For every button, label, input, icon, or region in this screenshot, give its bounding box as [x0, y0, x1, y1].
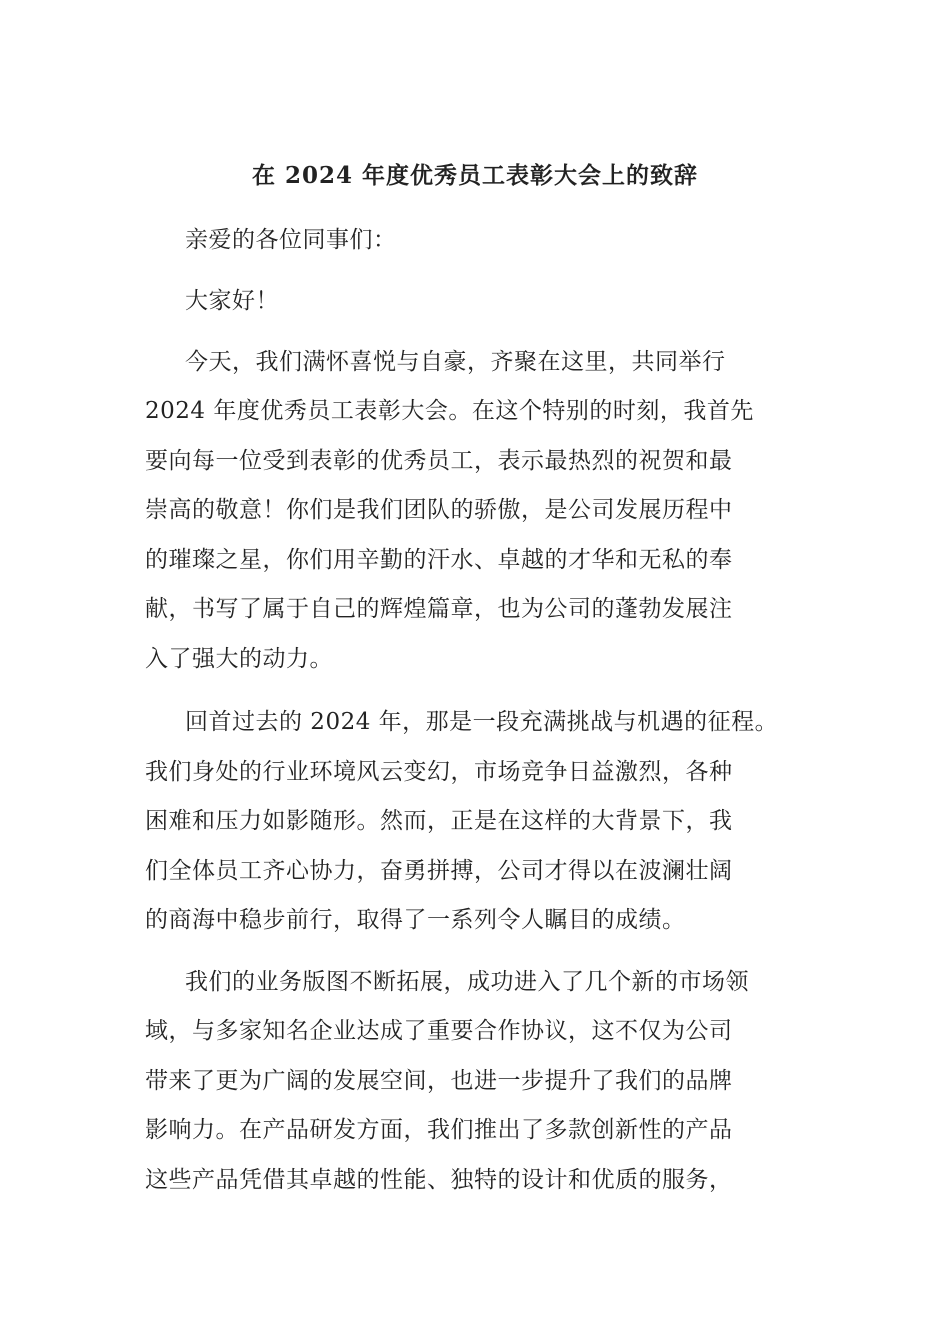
greeting-line: 大家好！: [185, 288, 279, 314]
paragraph-2-line-5: 的商海中稳步前行，取得了一系列令人瞩目的成绩。: [145, 907, 686, 933]
paragraph-2-line-4: 们全体员工齐心协力，奋勇拼搏，公司才得以在波澜壮阔: [145, 858, 733, 884]
paragraph-1-line-2: 2024 年度优秀员工表彰大会。在这个特别的时刻，我首先: [145, 398, 754, 424]
paragraph-2-line-1: 回首过去的 2024 年，那是一段充满挑战与机遇的征程。: [185, 709, 779, 735]
salutation-line: 亲爱的各位同事们：: [185, 227, 397, 253]
paragraph-1-line-6: 献，书写了属于自己的辉煌篇章，也为公司的蓬勃发展注: [145, 596, 733, 622]
paragraph-3-line-1: 我们的业务版图不断拓展，成功进入了几个新的市场领: [185, 969, 749, 995]
paragraph-2-line-2: 我们身处的行业环境风云变幻，市场竞争日益激烈，各种: [145, 759, 733, 785]
paragraph-1-line-3: 要向每一位受到表彰的优秀员工，表示最热烈的祝贺和最: [145, 448, 733, 474]
paragraph-1-line-5: 的璀璨之星，你们用辛勤的汗水、卓越的才华和无私的奉: [145, 547, 733, 573]
paragraph-1-line-7: 入了强大的动力。: [145, 646, 333, 672]
paragraph-3-line-5: 这些产品凭借其卓越的性能、独特的设计和优质的服务，: [145, 1167, 733, 1193]
document-title: 在 2024 年度优秀员工表彰大会上的致辞: [251, 162, 699, 189]
paragraph-1-line-4: 崇高的敬意！你们是我们团队的骄傲，是公司发展历程中: [145, 497, 733, 523]
paragraph-2-line-3: 困难和压力如影随形。然而，正是在这样的大背景下，我: [145, 808, 733, 834]
paragraph-3-line-4: 影响力。在产品研发方面，我们推出了多款创新性的产品: [145, 1117, 733, 1143]
paragraph-3-line-3: 带来了更为广阔的发展空间，也进一步提升了我们的品牌: [145, 1068, 733, 1094]
paragraph-1-line-1: 今天，我们满怀喜悦与自豪，齐聚在这里，共同举行: [185, 349, 726, 375]
paragraph-3-line-2: 域，与多家知名企业达成了重要合作协议，这不仅为公司: [145, 1018, 733, 1044]
